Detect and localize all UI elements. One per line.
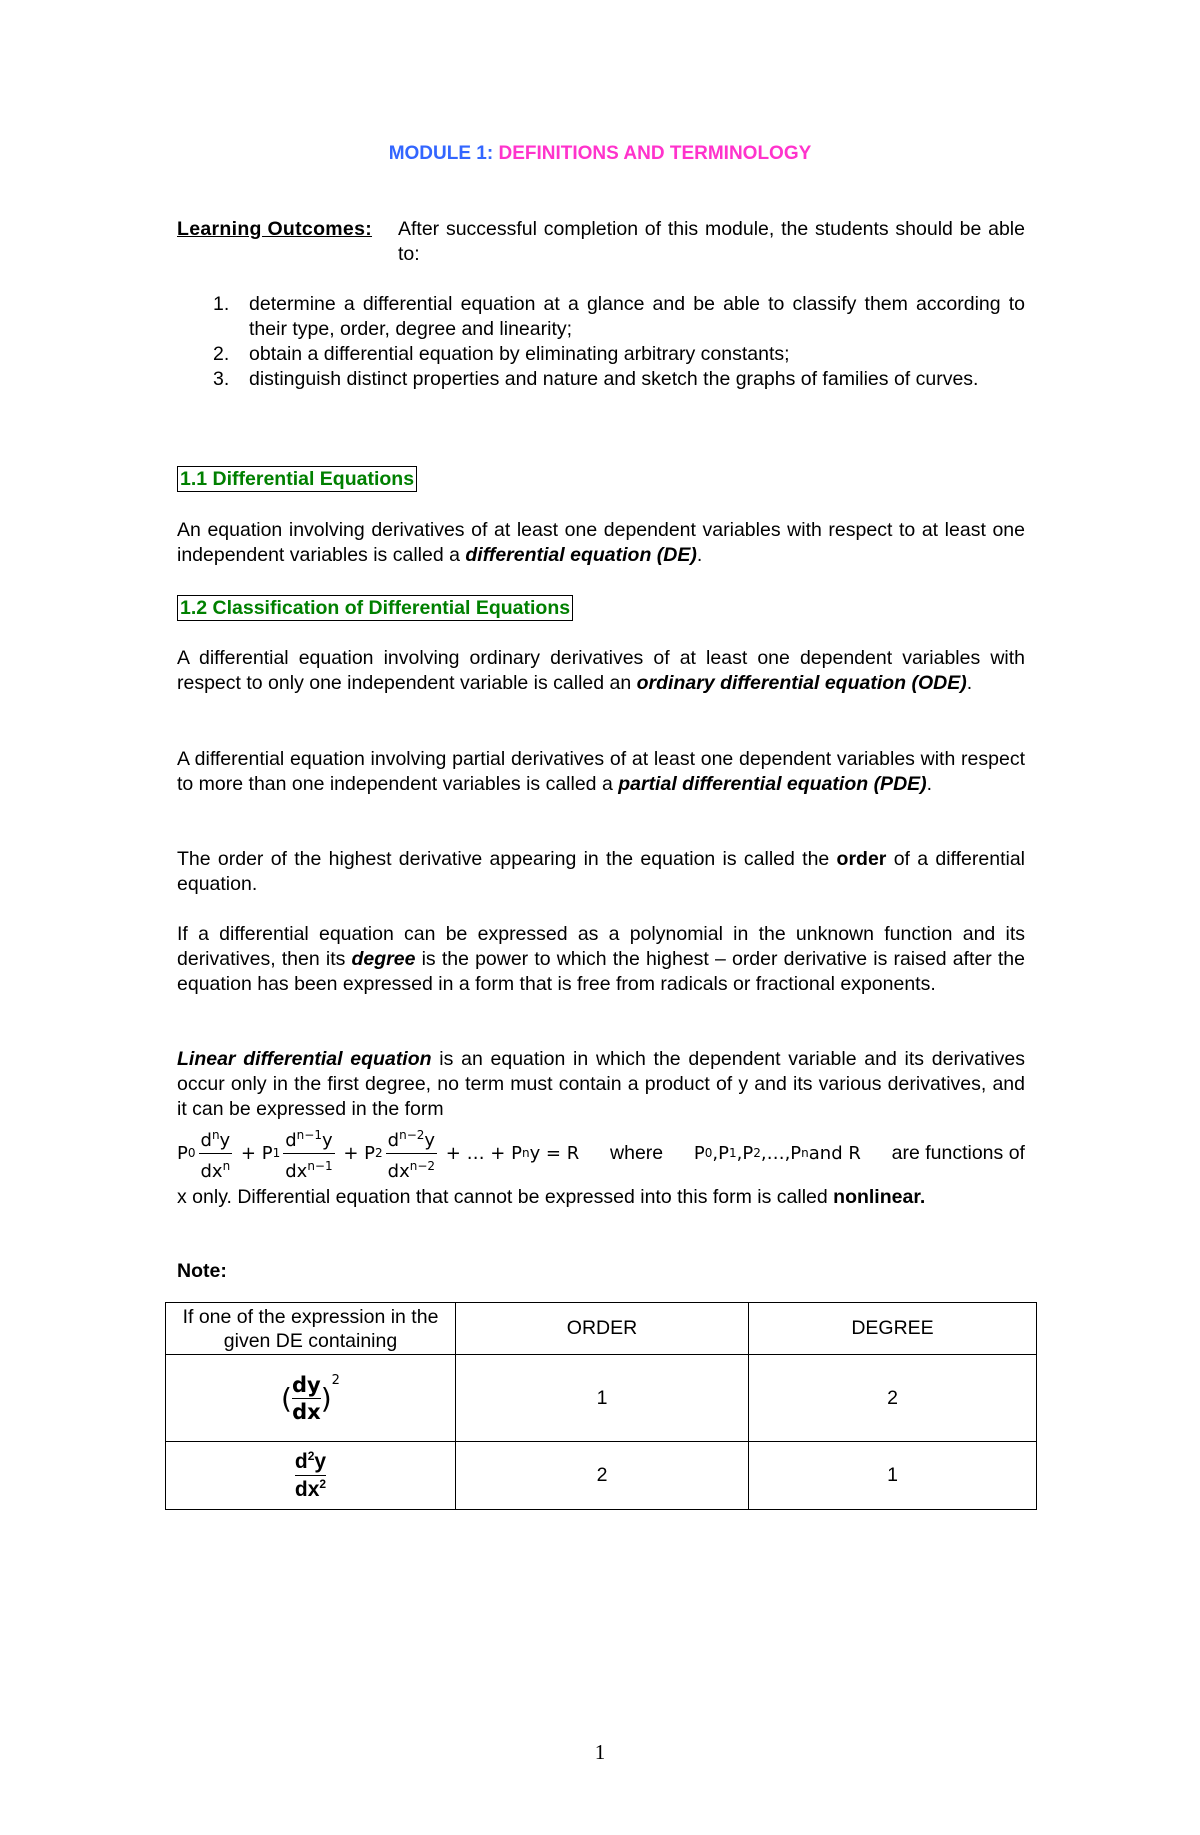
section-heading: 1.2 Classification of Differential Equations (177, 595, 573, 621)
list-item: 3. distinguish distinct properties and nature and sketch the graphs of families of curves. (213, 368, 979, 390)
page-number: 1 (594, 1740, 606, 1764)
ode-definition: A differential equation involving ordinary derivatives of at least one dependent variables with respect to only one independent variable is called an ordinary differential equation (ODE). (177, 647, 1025, 694)
order-definition: The order of the highest derivative appearing in the equation is called the order of a differential equation. (177, 848, 1025, 895)
module-title (0, 143, 1200, 165)
order-cell: 2 (456, 1442, 749, 1510)
section-heading: 1.1 Differential Equations (177, 466, 417, 492)
table-header-expression: If one of the expression in the given DE containing (166, 1303, 456, 1355)
learning-outcomes-intro: After successful completion of this module, the students should be able to: (398, 218, 1025, 265)
list-item: 2. obtain a differential equation by eliminating arbitrary constants; (213, 343, 790, 365)
list-item: 1. determine a differential equation at a glance and be able to classify them according to their type, order, degree and linearity; (213, 293, 1025, 340)
linear-definition: Linear differential equation is an equation in which the dependent variable and its derivatives occur only in the first degree, no term must contain a product of y and its various derivatives, and it can be expressed in the form (177, 1048, 1025, 1120)
section-1-1 (177, 466, 1025, 492)
linear-de-formula (177, 1126, 1025, 1180)
learning-outcomes (177, 217, 1025, 392)
module-title-number: MODULE 1: (388, 143, 499, 164)
section-1-2 (177, 595, 1025, 621)
degree-definition: If a differential equation can be expressed as a polynomial in the unknown function and its derivatives, then its degree is the power to which the highest – order derivative is raised after the equation has been expressed in a form that is free from radicals or fractional exponents. (177, 923, 1025, 995)
pde-definition: A differential equation involving partial derivatives of at least one dependent variables with respect to more than one independent variables is called a partial differential equation (PDE). (177, 748, 1025, 795)
expression-cell: $\frac{d^2y}{dx^2}$ (166, 1442, 456, 1510)
module-title-text: DEFINITIONS AND TERMINOLOGY (498, 143, 812, 164)
table-header-degree: DEGREE (749, 1303, 1037, 1355)
nonlinear-definition: x only. Differential equation that cannot be expressed into this form is called nonlinear. (177, 1186, 926, 1208)
expression-cell: ( dy dx ) $^2$ (166, 1355, 456, 1442)
order-cell: 1 (456, 1355, 749, 1442)
outcomes-list (177, 292, 1025, 392)
pde-term: partial differential equation (PDE) (618, 773, 927, 795)
table-header-order: ORDER (456, 1303, 749, 1355)
de-definition: An equation involving derivatives of at least one dependent variables with respect to at least one independent variables is called a differential equation (DE). (177, 519, 1025, 566)
table-header-row (166, 1303, 1037, 1355)
degree-term: degree (351, 948, 416, 970)
formula-tail: are functions of (891, 1141, 1025, 1164)
learning-outcomes-label: Learning Outcomes: (177, 218, 373, 240)
formula-expression: P 0 $\frac{d^ny}{dx^n}$ + P 1 $\frac{d^{n-1}y}{dx^{n-1}}$ + P 2 $\frac{d^{n-2}y}{dx^{n-2}}$ + … + P n y = R (177, 1127, 580, 1182)
note-label: Note: (177, 1260, 227, 1282)
degree-cell: 1 (749, 1442, 1037, 1510)
formula-where: where (610, 1141, 664, 1164)
degree-cell: 2 (749, 1355, 1037, 1442)
nonlinear-term: nonlinear. (833, 1186, 926, 1208)
table-row (166, 1355, 1037, 1442)
formula-coefficients: P 0 ,P 1 ,P 2 ,…,P n and R (693, 1142, 861, 1164)
de-term: differential equation (DE) (465, 544, 697, 566)
order-term: order (836, 848, 887, 870)
linear-term: Linear differential equation (177, 1048, 432, 1070)
order-degree-table (165, 1302, 1037, 1510)
table-row (166, 1442, 1037, 1510)
ode-term: ordinary differential equation (ODE) (636, 672, 967, 694)
